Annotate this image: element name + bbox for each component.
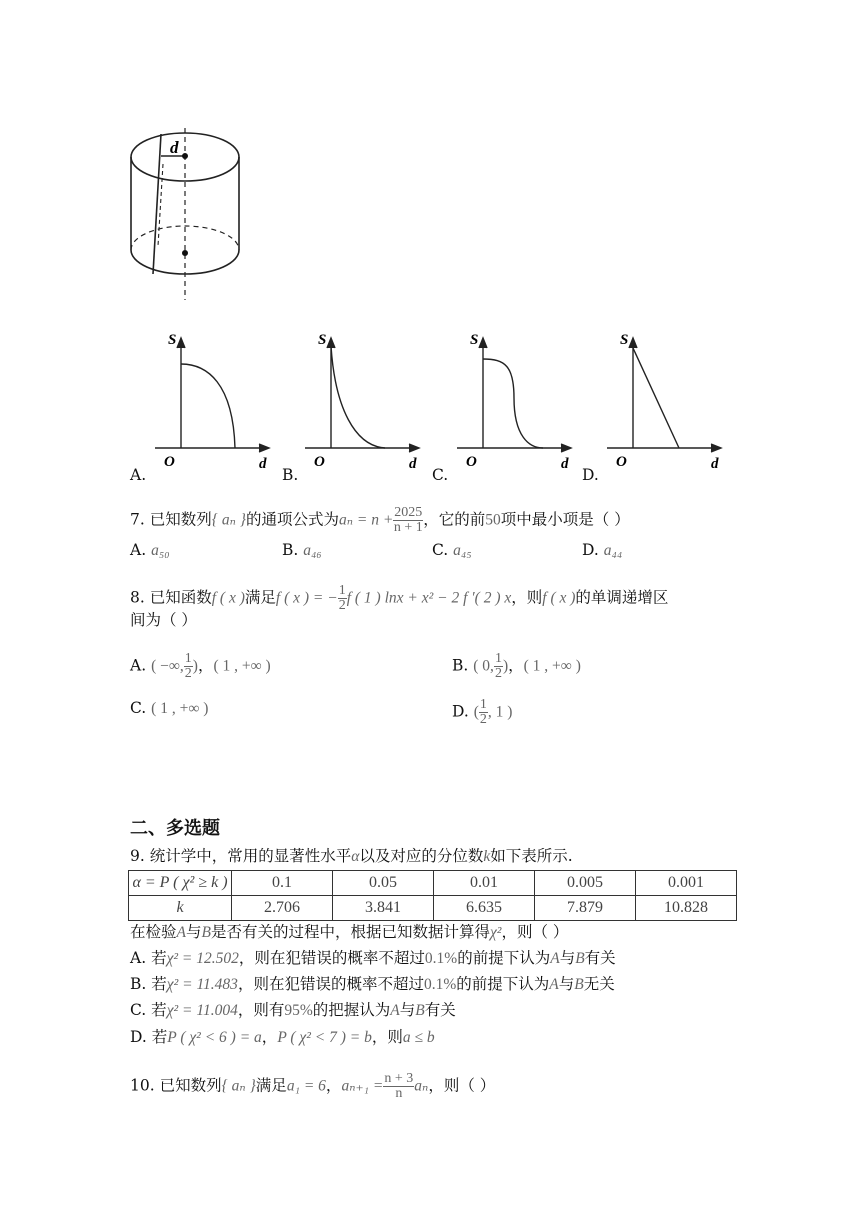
q9-number: 9. xyxy=(130,847,145,865)
q9-option-c-math: B xyxy=(415,1002,425,1019)
q9-option-b-text: 与 xyxy=(558,975,575,993)
q9-text: 统计学中，常用的显著性水平 xyxy=(149,847,352,865)
q10-sequence: { aₙ } xyxy=(221,1077,256,1095)
q6-option-a-label[interactable]: A. xyxy=(130,466,147,484)
q9-option-a-math: χ² = 12.502 xyxy=(166,950,239,967)
q6-option-b-label[interactable]: B. xyxy=(282,466,299,484)
graph-b-o-label: O xyxy=(314,454,325,470)
q9-text: ，则（ ） xyxy=(501,923,569,941)
q7-option-b-value: a₄₆ xyxy=(303,542,322,559)
q7-text: 的通项公式为 xyxy=(245,510,339,529)
graph-a-s-label: S xyxy=(168,332,177,348)
q9-option-c-text: ，则有 xyxy=(237,1001,285,1019)
q8-option-a-num: 1 xyxy=(184,651,192,666)
graph-b xyxy=(305,328,425,470)
q9-option-c[interactable] xyxy=(130,1000,456,1021)
q8-option-c-math: ( 1 , +∞ ) xyxy=(151,700,209,717)
q8-text: 满足 xyxy=(244,588,276,607)
q7-option-d-value: a₄₄ xyxy=(603,542,623,559)
q8-text: 已知函数 xyxy=(149,588,212,607)
q9-option-b-math: A xyxy=(549,976,559,993)
q7-frac-den: n + 1 xyxy=(393,520,423,535)
q9-option-c-text: 若 xyxy=(151,1001,167,1019)
cylinder-d-label: d xyxy=(170,138,179,157)
q9-text: 与 xyxy=(185,923,202,941)
q8-stem xyxy=(130,584,668,613)
q9-option-a-text: 若 xyxy=(151,949,167,967)
table-header-cell: α = P ( χ² ≥ k ) xyxy=(129,871,232,896)
q9-option-a-math: A xyxy=(550,950,560,967)
table-header-cell: k xyxy=(129,896,232,921)
q9-option-d-math: P ( χ² < 7 ) = b xyxy=(277,1029,372,1046)
q10-text: 已知数列 xyxy=(159,1076,222,1095)
q8-option-a-den: 2 xyxy=(184,666,192,681)
q8-text: 的单调递增区 xyxy=(575,588,669,607)
q9-alpha: α xyxy=(351,848,360,865)
q9-text: 以及对应的分位数 xyxy=(359,847,484,865)
q9-option-c-text: 有关 xyxy=(424,1001,456,1019)
q10-frac-num: n + 3 xyxy=(384,1071,414,1086)
q8-option-b-label: B. xyxy=(452,656,469,675)
graph-a-curve xyxy=(181,364,235,448)
table-cell: 0.05 xyxy=(333,871,434,896)
q9-option-c-math: χ² = 11.004 xyxy=(166,1002,238,1019)
graph-c-o-label: O xyxy=(466,454,477,470)
q8-option-b-math: ( 0, xyxy=(473,657,494,675)
q9-option-b-text: ，则在犯错误的概率不超过 xyxy=(237,975,424,993)
q10-text: ， xyxy=(325,1076,342,1095)
q8-fraction xyxy=(338,584,347,613)
q10-frac-den: n xyxy=(395,1086,403,1101)
q7-option-c-value: a₄₅ xyxy=(453,542,472,559)
q8-option-b-math: ( 1 , +∞ ) xyxy=(523,657,581,675)
q9-option-d-text: 若 xyxy=(151,1028,168,1046)
q7-option-a-value: a₅₀ xyxy=(151,542,170,559)
q7-option-b-label: B. xyxy=(282,541,299,559)
q9-option-c-text: 的把握认为 xyxy=(312,1001,391,1019)
table-cell: 0.005 xyxy=(535,871,636,896)
q8-option-d-fraction xyxy=(479,698,488,727)
q8-option-a-math: ( −∞, xyxy=(151,657,184,675)
q9-option-a[interactable] xyxy=(130,948,616,969)
graph-c-s-label: S xyxy=(470,332,479,348)
q8-option-a-math: ) xyxy=(192,657,198,675)
q8-option-d[interactable] xyxy=(452,698,512,727)
q9-option-d-math: P ( χ² < 6 ) = a xyxy=(167,1029,262,1046)
graph-a xyxy=(155,328,275,470)
q8-option-b-fraction xyxy=(494,652,503,681)
graph-d-d-label: d xyxy=(711,456,719,470)
q10-text: ，则（ ） xyxy=(428,1076,496,1095)
q7-text: 项中最小项是（ ） xyxy=(500,510,630,529)
q9-text: 在检验 xyxy=(130,923,177,941)
q7-frac-num: 2025 xyxy=(394,505,423,520)
q8-formula: f ( 1 ) lnx + x² − 2 f ′( 2 ) x xyxy=(346,589,512,607)
q8-function: f ( x ) xyxy=(211,589,245,607)
q7-formula: aₙ = n + xyxy=(338,511,394,529)
q8-option-d-den: 2 xyxy=(479,712,487,727)
q9-option-d-label: D. xyxy=(130,1028,147,1046)
table-row xyxy=(129,896,737,921)
graph-b-d-label: d xyxy=(409,456,417,470)
q9-text: 如下表所示. xyxy=(490,847,573,865)
q7-option-c[interactable] xyxy=(432,540,472,561)
q8-option-c[interactable] xyxy=(130,698,208,719)
q8-stem-line2: 间为（ ） xyxy=(130,611,197,629)
q9-option-a-label: A. xyxy=(130,949,147,967)
table-cell: 0.01 xyxy=(434,871,535,896)
table-cell: 10.828 xyxy=(636,896,737,921)
q9-option-d-text: ，则 xyxy=(371,1028,403,1046)
q8-option-a-label: A. xyxy=(130,656,147,675)
q8-text: ，则 xyxy=(511,588,543,607)
graph-c-curve xyxy=(483,359,543,448)
q8-option-b[interactable] xyxy=(452,652,581,681)
q9-var-a: A xyxy=(176,924,186,941)
axis-top-point xyxy=(182,153,188,159)
q8-frac-den: 2 xyxy=(338,598,346,613)
q8-frac-num: 1 xyxy=(338,583,346,598)
cylinder-figure xyxy=(120,120,260,305)
q9-text: 是否有关的过程中，根据已知数据计算得 xyxy=(210,923,490,941)
q7-sequence: { aₙ } xyxy=(211,511,246,529)
graph-b-s-label: S xyxy=(318,332,327,348)
q9-option-a-text: 与 xyxy=(559,949,576,967)
q7-stem xyxy=(130,506,630,535)
q7-count: 50 xyxy=(485,511,501,529)
q9-option-d-math: a ≤ b xyxy=(402,1029,435,1046)
q8-number: 8. xyxy=(130,588,145,607)
table-cell: 3.841 xyxy=(333,896,434,921)
q10-number: 10. xyxy=(130,1076,155,1095)
q10-stem xyxy=(130,1072,495,1101)
q9-chi2: χ² xyxy=(489,924,502,941)
q9-option-c-label: C. xyxy=(130,1001,147,1019)
table-cell: 0.1 xyxy=(232,871,333,896)
q9-option-b[interactable] xyxy=(130,974,615,995)
q9-option-b-math: 0.1% xyxy=(423,976,457,993)
q9-stem xyxy=(130,846,573,867)
q8-option-d-num: 1 xyxy=(479,697,487,712)
q9-option-a-math: 0.1% xyxy=(424,950,458,967)
q8-option-b-sep: ， xyxy=(508,656,524,675)
graph-a-o-label: O xyxy=(164,454,175,470)
q8-option-b-den: 2 xyxy=(494,666,502,681)
q7-option-b[interactable] xyxy=(282,540,322,561)
table-cell: 2.706 xyxy=(232,896,333,921)
q8-option-a-fraction xyxy=(184,652,193,681)
q7-option-d-label: D. xyxy=(582,541,599,559)
q10-fraction xyxy=(383,1072,414,1101)
q7-text: ，它的前 xyxy=(423,510,486,529)
q9-option-a-text: 有关 xyxy=(584,949,616,967)
q7-text: 已知数列 xyxy=(149,510,212,529)
q9-option-c-math: 95% xyxy=(284,1002,313,1019)
axis-bottom-point xyxy=(182,250,188,256)
graph-c xyxy=(457,328,577,470)
q8-option-c-label: C. xyxy=(130,699,147,717)
q9-option-a-text: ，则在犯错误的概率不超过 xyxy=(238,949,425,967)
section-title: 二、多选题 xyxy=(130,818,220,839)
q9-option-b-text: 的前提下认为 xyxy=(456,975,550,993)
graph-a-d-label: d xyxy=(259,456,267,470)
q8-option-a-sep: ， xyxy=(197,656,214,675)
q7-fraction xyxy=(393,506,423,535)
q8-option-d-math: ( xyxy=(473,703,479,721)
q8-option-b-math: ) xyxy=(502,657,509,675)
q7-number: 7. xyxy=(130,510,145,529)
q9-k: k xyxy=(483,848,491,865)
q6-option-c-label[interactable]: C. xyxy=(432,466,449,484)
q7-option-c-label: C. xyxy=(432,541,449,559)
q9-option-c-text: 与 xyxy=(399,1001,416,1019)
graph-d xyxy=(607,328,727,470)
graph-d-line xyxy=(633,348,679,448)
q6-option-d-label[interactable]: D. xyxy=(582,466,599,484)
q9-option-b-text: 无关 xyxy=(583,975,615,993)
q9-option-a-math: B xyxy=(575,950,585,967)
q10-math: aₙ xyxy=(414,1077,429,1095)
table-cell: 0.001 xyxy=(636,871,737,896)
q8-function: f ( x ) xyxy=(542,589,576,607)
table-cell: 6.635 xyxy=(434,896,535,921)
q7-option-d[interactable] xyxy=(582,540,622,561)
q9-question xyxy=(130,922,568,943)
q8-option-a[interactable] xyxy=(130,652,271,681)
q9-option-d-text: ， xyxy=(261,1028,278,1046)
graph-d-o-label: O xyxy=(616,454,627,470)
q9-option-b-text: 若 xyxy=(151,975,167,993)
q9-option-c-math: A xyxy=(390,1002,400,1019)
q7-option-a-label: A. xyxy=(130,541,147,559)
q8-option-a-math: ( 1 , +∞ ) xyxy=(213,657,271,675)
q10-math: a₁ = 6 xyxy=(286,1077,326,1095)
q9-option-a-text: 的前提下认为 xyxy=(457,949,551,967)
q8-option-d-label: D. xyxy=(452,702,469,721)
significance-table xyxy=(128,870,737,921)
graph-b-curve xyxy=(331,346,385,448)
table-cell: 7.879 xyxy=(535,896,636,921)
q8-formula: f ( x ) = − xyxy=(275,589,338,607)
table-row xyxy=(129,871,737,896)
q10-text: 满足 xyxy=(255,1076,287,1095)
q8-option-d-math: , 1 ) xyxy=(487,703,513,721)
q9-option-b-math: χ² = 11.483 xyxy=(166,976,238,993)
q8-option-b-num: 1 xyxy=(494,651,502,666)
graph-d-s-label: S xyxy=(620,332,629,348)
q10-math: aₙ₊₁ = xyxy=(341,1077,384,1095)
q7-option-a[interactable] xyxy=(130,540,170,561)
q9-option-b-math: B xyxy=(574,976,584,993)
graph-c-d-label: d xyxy=(561,456,569,470)
q9-option-d[interactable] xyxy=(130,1027,435,1048)
q9-var-b: B xyxy=(201,924,211,941)
q9-option-b-label: B. xyxy=(130,975,147,993)
